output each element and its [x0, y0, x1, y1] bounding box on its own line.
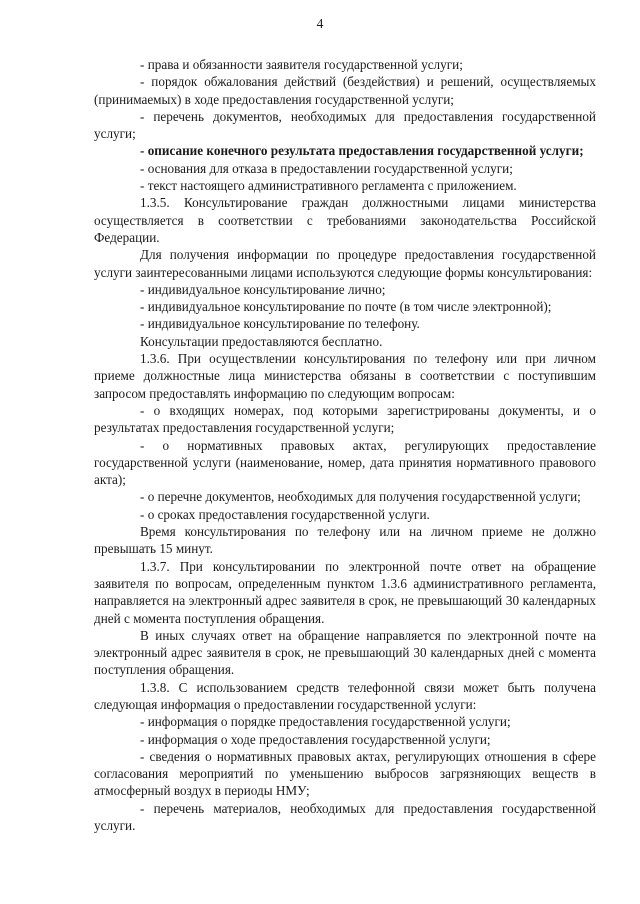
section-1-3-7-paragraph: 1.3.7. При консультировании по электронной почте ответ на обращение заявителя по вопросам, определенным пунктом 1.3.6 административного регламента, направляется на электронный адрес заявителя в срок, не превышающий 30 календарных дней с момента поступления обращения. [94, 558, 596, 626]
list-item: - о входящих номерах, под которыми зарегистрированы документы, и о результатах предоставления государственной услуги; [94, 402, 596, 436]
list-item: - индивидуальное консультирование по почте (в том числе электронной); [140, 299, 552, 315]
list-item: - текст настоящего административного регламента с приложением. [140, 178, 517, 194]
list-item: - сведения о нормативных правовых актах, регулирующих отношения в сфере согласования мероприятий по уменьшению выбросов загрязняющих веществ в атмосферный воздух в периоды НМУ; [94, 748, 596, 799]
list-item: - перечень документов, необходимых для предоставления государственной услуги; [94, 108, 596, 142]
list-item: - о перечне документов, необходимых для получения государственной услуги; [140, 489, 581, 505]
paragraph: Время консультирования по телефону или на личном приеме не должно превышать 15 минут. [94, 524, 596, 557]
paragraph: Для получения информации по процедуре предоставления государственной услуги заинтересованными лицами используются следующие формы консультирования: [94, 247, 596, 280]
document-body [94, 56, 596, 834]
list-item: - о сроках предоставления государственной услуги. [140, 506, 430, 522]
section-1-3-5-paragraph: 1.3.5. Консультирование граждан должностными лицами министерства осуществляется в соответствии с требованиями законодательства Российской Федерации. [94, 195, 596, 245]
section-1-3-8-paragraph: 1.3.8. С использованием средств телефонной связи может быть получена следующая информация о предоставлении государственной услуги: [94, 679, 596, 712]
list-item: - о нормативных правовых актах, регулирующих предоставление государственной услуги (наименование, номер, дата принятия нормативного правового акта); [94, 437, 596, 488]
list-item: - права и обязанности заявителя государственной услуги; [140, 57, 463, 72]
list-item: - основания для отказа в предоставлении государственной услуги; [140, 160, 513, 176]
list-item: - информация о порядке предоставления государственной услуги; [140, 714, 511, 730]
page-number: 4 [316, 16, 324, 31]
list-item: - индивидуальное консультирование лично; [140, 281, 386, 297]
list-item: - порядок обжалования действий (бездействия) и решений, осуществляемых (принимаемых) в ходе предоставления государственной услуги; [94, 74, 596, 107]
paragraph: В иных случаях ответ на обращение направляется по электронной почте на электронный адрес заявителя в срок, не превышающий 30 календарных дней с момента поступления обращения. [94, 627, 596, 678]
list-item: - информация о ходе предоставления государственной услуги; [140, 731, 491, 747]
list-item: - описание конечного результата предоставления государственной услуги; [140, 143, 584, 159]
section-1-3-6-paragraph: 1.3.6. При осуществлении консультирования по телефону или при личном приеме должностные лица министерства обязаны в соответствии с поступившим запросом предоставлять информацию по следующим вопросам: [94, 351, 596, 401]
list-item: - индивидуальное консультирование по телефону. [140, 316, 420, 332]
list-item: - перечень материалов, необходимых для предоставления государственной услуги. [94, 800, 596, 834]
paragraph: Консультации предоставляются бесплатно. [140, 333, 383, 349]
